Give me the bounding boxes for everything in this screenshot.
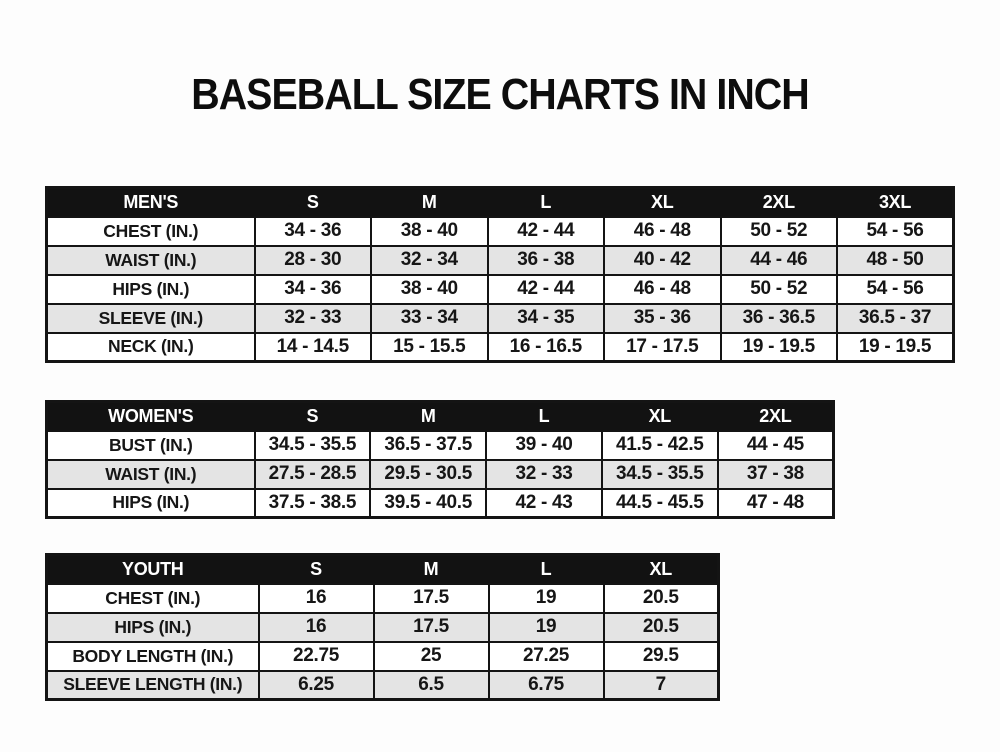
- row-label-cell: BUST (IN.): [47, 431, 255, 460]
- size-value-cell: 36 - 38: [488, 246, 605, 275]
- row-label-cell: SLEEVE LENGTH (IN.): [47, 671, 259, 700]
- size-value-cell: 6.25: [259, 671, 374, 700]
- size-value-cell: 34.5 - 35.5: [255, 431, 371, 460]
- mens-size-table: [45, 186, 955, 363]
- size-value-cell: 42 - 44: [488, 275, 605, 304]
- row-label-cell: CHEST (IN.): [47, 584, 259, 613]
- size-value-cell: 39.5 - 40.5: [370, 489, 486, 518]
- size-value-cell: 37 - 38: [718, 460, 834, 489]
- size-value-cell: 17.5: [374, 613, 489, 642]
- measurement-row: [47, 275, 954, 304]
- size-value-cell: 35 - 36: [604, 304, 721, 333]
- size-value-cell: 17.5: [374, 584, 489, 613]
- size-value-cell: 15 - 15.5: [371, 333, 488, 362]
- womens-size-table: [45, 400, 835, 519]
- size-value-cell: 44 - 45: [718, 431, 834, 460]
- page-title: BASEBALL SIZE CHARTS IN INCH: [191, 70, 809, 119]
- row-label-cell: HIPS (IN.): [47, 275, 255, 304]
- size-value-cell: 50 - 52: [721, 275, 838, 304]
- table-title-cell: WOMEN'S: [47, 402, 255, 431]
- measurement-row: [47, 431, 834, 460]
- size-header-cell: L: [489, 555, 604, 584]
- size-value-cell: 7: [604, 671, 719, 700]
- size-header-cell: M: [371, 188, 488, 217]
- size-header-cell: S: [255, 188, 372, 217]
- table-title-cell: MEN'S: [47, 188, 255, 217]
- size-value-cell: 36.5 - 37.5: [370, 431, 486, 460]
- size-value-cell: 38 - 40: [371, 217, 488, 246]
- size-value-cell: 19: [489, 613, 604, 642]
- size-value-cell: 37.5 - 38.5: [255, 489, 371, 518]
- size-value-cell: 27.25: [489, 642, 604, 671]
- measurement-row: [47, 489, 834, 518]
- row-label-cell: CHEST (IN.): [47, 217, 255, 246]
- size-value-cell: 19: [489, 584, 604, 613]
- size-value-cell: 46 - 48: [604, 217, 721, 246]
- size-header-cell: XL: [604, 188, 721, 217]
- size-header-cell: L: [486, 402, 602, 431]
- measurement-row: [47, 584, 719, 613]
- row-label-cell: HIPS (IN.): [47, 489, 255, 518]
- size-value-cell: 14 - 14.5: [255, 333, 372, 362]
- size-header-cell: M: [370, 402, 486, 431]
- size-value-cell: 27.5 - 28.5: [255, 460, 371, 489]
- size-value-cell: 20.5: [604, 584, 719, 613]
- size-value-cell: 48 - 50: [837, 246, 954, 275]
- size-value-cell: 34 - 36: [255, 217, 372, 246]
- row-label-cell: WAIST (IN.): [47, 460, 255, 489]
- size-header-cell: XL: [604, 555, 719, 584]
- measurement-row: [47, 642, 719, 671]
- size-value-cell: 54 - 56: [837, 217, 954, 246]
- row-label-cell: BODY LENGTH (IN.): [47, 642, 259, 671]
- size-header-cell: XL: [602, 402, 718, 431]
- size-value-cell: 36.5 - 37: [837, 304, 954, 333]
- size-value-cell: 20.5: [604, 613, 719, 642]
- size-value-cell: 34 - 36: [255, 275, 372, 304]
- size-value-cell: 40 - 42: [604, 246, 721, 275]
- size-value-cell: 28 - 30: [255, 246, 372, 275]
- measurement-row: [47, 333, 954, 362]
- size-value-cell: 36 - 36.5: [721, 304, 838, 333]
- size-header-cell: S: [255, 402, 371, 431]
- size-value-cell: 44.5 - 45.5: [602, 489, 718, 518]
- header-row: [47, 402, 834, 431]
- size-header-cell: 2XL: [721, 188, 838, 217]
- size-value-cell: 6.5: [374, 671, 489, 700]
- size-value-cell: 44 - 46: [721, 246, 838, 275]
- size-value-cell: 34 - 35: [488, 304, 605, 333]
- size-value-cell: 50 - 52: [721, 217, 838, 246]
- measurement-row: [47, 246, 954, 275]
- table-title-cell: YOUTH: [47, 555, 259, 584]
- size-header-cell: 2XL: [718, 402, 834, 431]
- size-value-cell: 32 - 33: [255, 304, 372, 333]
- size-value-cell: 38 - 40: [371, 275, 488, 304]
- row-label-cell: SLEEVE (IN.): [47, 304, 255, 333]
- row-label-cell: WAIST (IN.): [47, 246, 255, 275]
- size-value-cell: 41.5 - 42.5: [602, 431, 718, 460]
- row-label-cell: NECK (IN.): [47, 333, 255, 362]
- youth-size-table: [45, 553, 720, 701]
- size-value-cell: 6.75: [489, 671, 604, 700]
- size-value-cell: 19 - 19.5: [721, 333, 838, 362]
- size-header-cell: L: [488, 188, 605, 217]
- size-value-cell: 47 - 48: [718, 489, 834, 518]
- size-value-cell: 19 - 19.5: [837, 333, 954, 362]
- size-value-cell: 29.5: [604, 642, 719, 671]
- size-value-cell: 32 - 34: [371, 246, 488, 275]
- header-row: [47, 188, 954, 217]
- size-header-cell: M: [374, 555, 489, 584]
- size-header-cell: S: [259, 555, 374, 584]
- size-value-cell: 22.75: [259, 642, 374, 671]
- header-row: [47, 555, 719, 584]
- measurement-row: [47, 304, 954, 333]
- size-value-cell: 39 - 40: [486, 431, 602, 460]
- size-value-cell: 17 - 17.5: [604, 333, 721, 362]
- size-value-cell: 33 - 34: [371, 304, 488, 333]
- size-value-cell: 54 - 56: [837, 275, 954, 304]
- size-value-cell: 16 - 16.5: [488, 333, 605, 362]
- measurement-row: [47, 671, 719, 700]
- measurement-row: [47, 460, 834, 489]
- size-value-cell: 16: [259, 613, 374, 642]
- size-value-cell: 42 - 44: [488, 217, 605, 246]
- size-header-cell: 3XL: [837, 188, 954, 217]
- row-label-cell: HIPS (IN.): [47, 613, 259, 642]
- measurement-row: [47, 613, 719, 642]
- size-value-cell: 29.5 - 30.5: [370, 460, 486, 489]
- size-value-cell: 34.5 - 35.5: [602, 460, 718, 489]
- size-value-cell: 32 - 33: [486, 460, 602, 489]
- size-value-cell: 16: [259, 584, 374, 613]
- size-value-cell: 25: [374, 642, 489, 671]
- size-value-cell: 42 - 43: [486, 489, 602, 518]
- size-value-cell: 46 - 48: [604, 275, 721, 304]
- measurement-row: [47, 217, 954, 246]
